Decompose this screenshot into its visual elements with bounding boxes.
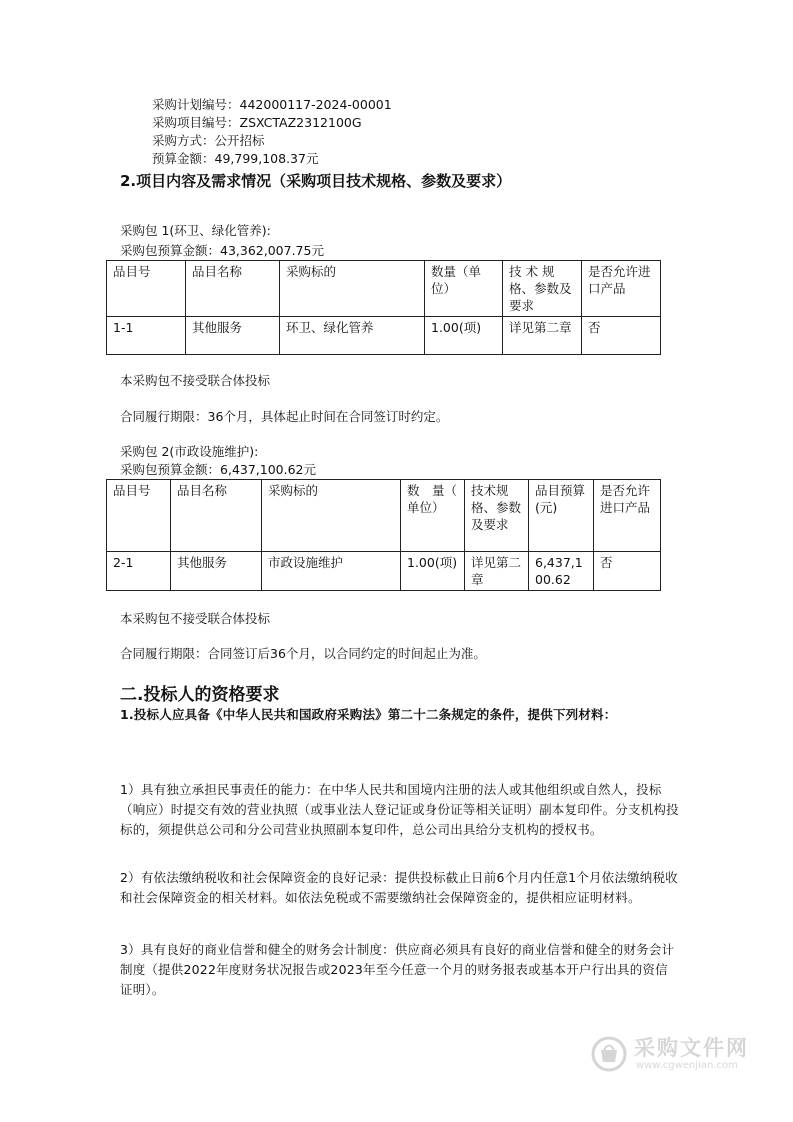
- procurement-method-label: 采购方式：: [152, 133, 215, 148]
- project-number-row: [152, 114, 362, 132]
- package-2-table: [106, 479, 661, 591]
- package-2-contract-period: 合同履行期限：合同签订后36个月，以合同约定的时间起止为准。: [120, 646, 486, 661]
- qualification-section-title: 二.投标人的资格要求: [120, 685, 280, 705]
- plan-number-row: [152, 96, 392, 114]
- cell-item-no: 2-1: [107, 552, 171, 591]
- qualification-item-1: 1）具有独立承担民事责任的能力：在中华人民共和国境内注册的法人或其他组织或自然人，投标（响应）时提交有效的营业执照（或事业法人登记证或身份证等相关证明）副本复印件。分支机构投标的，须提供总公司和分公司营业执照副本复印件，总公司出具给分支机构的授权书。: [120, 782, 679, 837]
- header-cell-budget: 品目预算(元): [529, 480, 594, 552]
- header-cell-import: 是否允许进口产品: [582, 261, 661, 317]
- package-1-table: [106, 260, 661, 355]
- header-cell-quantity: 数 量（ 单位）: [401, 480, 465, 552]
- header-cell-spec: 技 术 规 格、参数及要求: [503, 261, 582, 317]
- cell-subject: 环卫、绿化管养: [280, 317, 425, 355]
- qualification-intro: 1.投标人应具备《中华人民共和国政府采购法》第二十二条规定的条件，提供下列材料：: [120, 707, 617, 722]
- package-1-budget-label: 采购包预算金额：: [120, 243, 221, 258]
- cell-quantity: 1.00(项): [401, 552, 465, 591]
- table-header-row: [107, 480, 661, 552]
- cell-item-no: 1-1: [107, 317, 186, 355]
- plan-number-label: 采购计划编号：: [152, 97, 240, 112]
- cell-item-name: 其他服务: [171, 552, 262, 591]
- qualification-item-3: 3）具有良好的商业信誉和健全的财务会计制度：供应商必须具有良好的商业信誉和健全的财务会计制度（提供2022年度财务状况报告或2023年至今任意一个月的财务报表或基本开户行出具的资信证明）。: [120, 942, 675, 997]
- header-cell-spec: 技术规格、参数及要求: [465, 480, 529, 552]
- procurement-method-row: [152, 132, 265, 150]
- procurement-method-value: 公开招标: [214, 133, 265, 148]
- package-1-consortium-note: 本采购包不接受联合体投标: [120, 373, 271, 388]
- package-1-contract-period: 合同履行期限：36个月，具体起止时间在合同签订时约定。: [120, 409, 449, 424]
- header-cell-quantity: 数量（单位）: [425, 261, 503, 317]
- plan-number-value: 442000117-2024-00001: [239, 97, 392, 112]
- qualification-item-2: 2）有依法缴纳税收和社会保障资金的良好记录：提供投标截止日前6个月内任意1个月依法缴纳税收和社会保障资金的相关材料。如依法免税或不需要缴纳社会保障资金的，提供相应证明材料。: [120, 870, 678, 905]
- cell-spec: 详见第二章: [465, 552, 529, 591]
- table-row: [107, 317, 661, 355]
- package-1-budget-value: 43,362,007.75元: [220, 243, 324, 258]
- section-2-title: 2.项目内容及需求情况（采购项目技术规格、参数及要求）: [120, 172, 512, 190]
- shopping-bag-logo-icon: [590, 1034, 628, 1072]
- table-header-row: [107, 261, 661, 317]
- table-row: [107, 552, 661, 591]
- budget-row: [152, 150, 318, 168]
- cell-item-name: 其他服务: [186, 317, 280, 355]
- package-1-budget-row: [120, 242, 324, 260]
- cell-spec: 详见第二章: [503, 317, 582, 355]
- header-cell-item-no: 品目号: [107, 261, 186, 317]
- header-cell-item-no: 品目号: [107, 480, 171, 552]
- budget-value: 49,799,108.37元: [214, 151, 319, 166]
- project-number-label: 采购项目编号：: [152, 115, 240, 130]
- cell-quantity: 1.00(项): [425, 317, 503, 355]
- cell-subject: 市政设施维护: [262, 552, 401, 591]
- package-1-title: 采购包 1(环卫、绿化管养):: [120, 223, 271, 238]
- package-2-budget-label: 采购包预算金额：: [120, 462, 221, 477]
- package-2-budget-value: 6,437,100.62元: [220, 462, 317, 477]
- cell-import: 否: [582, 317, 661, 355]
- header-cell-import: 是否允许进口产品: [594, 480, 661, 552]
- budget-label: 预算金额：: [152, 151, 215, 166]
- cell-budget: 6,437,100.62: [529, 552, 594, 591]
- header-cell-item-name: 品目名称: [186, 261, 280, 317]
- header-cell-subject: 采购标的: [280, 261, 425, 317]
- watermark-title: 采购文件网: [634, 1036, 749, 1060]
- header-cell-item-name: 品目名称: [171, 480, 262, 552]
- project-number-value: ZSXCTAZ2312100G: [239, 115, 362, 130]
- cell-import: 否: [594, 552, 661, 591]
- package-2-budget-row: [120, 461, 316, 479]
- watermark-url: www.cgwenjian.com: [636, 1060, 738, 1071]
- package-2-consortium-note: 本采购包不接受联合体投标: [120, 611, 271, 626]
- header-cell-subject: 采购标的: [262, 480, 401, 552]
- watermark: [590, 1030, 760, 1082]
- package-2-title: 采购包 2(市政设施维护):: [120, 444, 259, 459]
